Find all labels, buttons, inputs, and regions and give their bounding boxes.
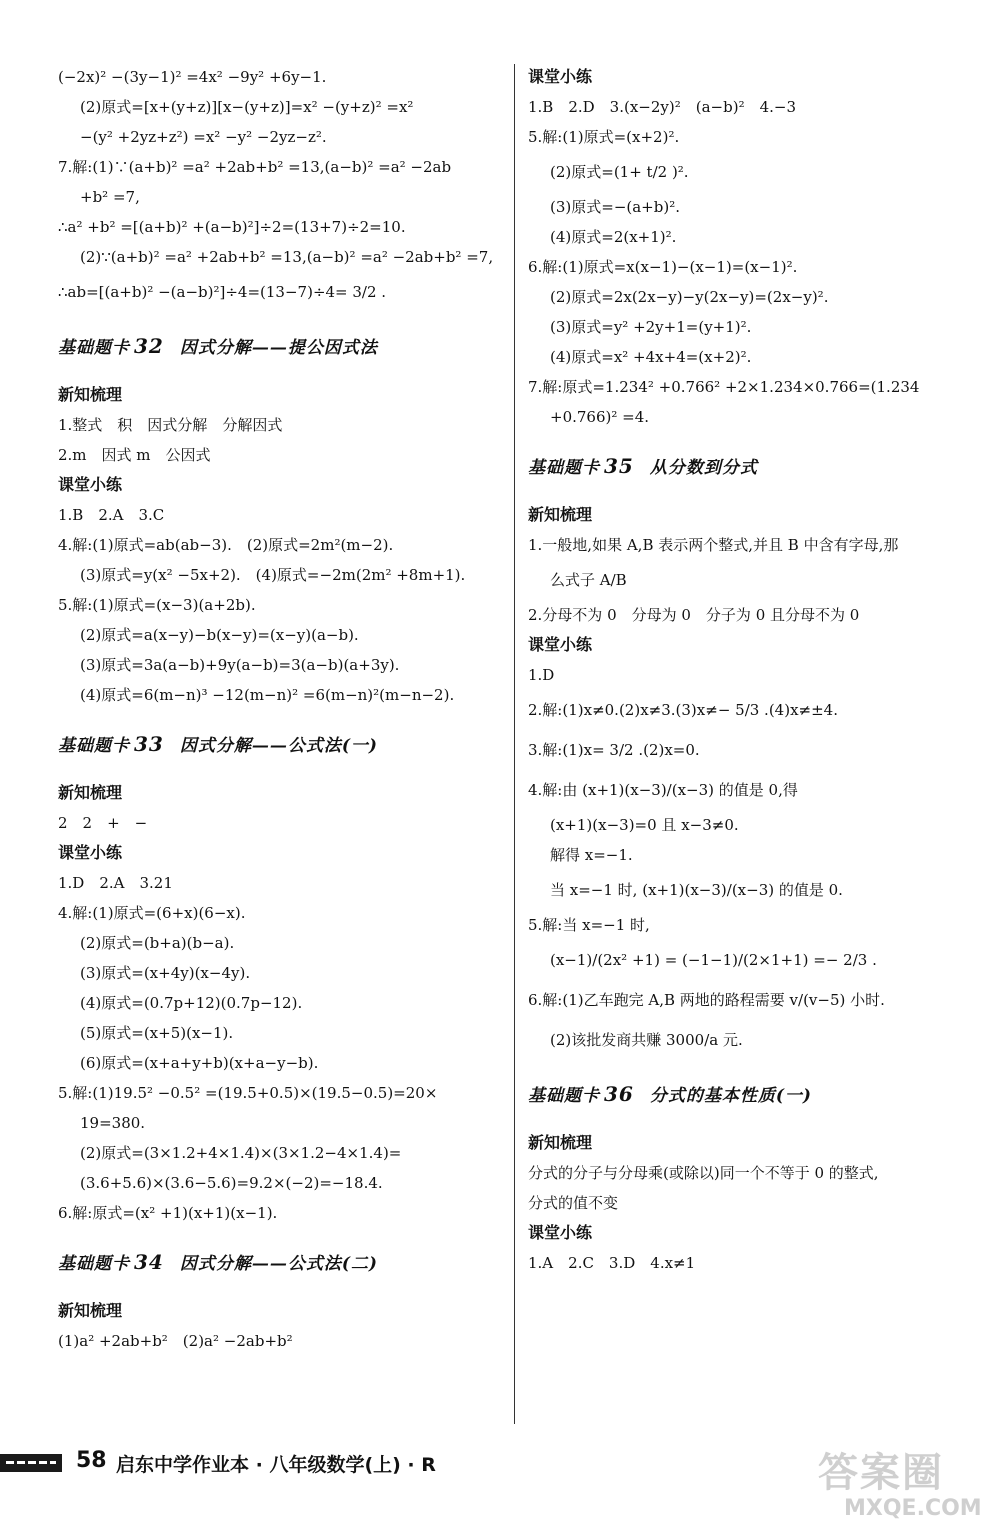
card-prefix: 基础题卡 <box>58 736 130 756</box>
answer-line: (x+1)(x−3)=0 且 x−3≠0. <box>550 816 739 834</box>
card-prefix: 基础题卡 <box>528 458 600 478</box>
section-heading: 新知梳理 <box>58 1301 123 1320</box>
answer-line: 1.一般地,如果 A,B 表示两个整式,并且 B 中含有字母,那 <box>528 536 899 554</box>
answer-line: +b² =7, <box>80 188 140 206</box>
watermark-logo <box>818 1450 982 1530</box>
answer-line: 5.解:(1)原式=(x+2)². <box>528 128 680 146</box>
answer-line: 1.整式 积 因式分解 分解因式 <box>58 416 283 434</box>
right-column <box>528 62 973 1278</box>
section-heading: 新知梳理 <box>58 783 123 802</box>
card-topic: 因式分解——公式法(一) <box>179 736 378 756</box>
answer-line: (1)a² +2ab+b² (2)a² −2ab+b² <box>58 1332 293 1350</box>
answer-line: 7.解:原式=1.234² +0.766² +2×1.234×0.766=(1.234 <box>528 378 920 396</box>
card-number: 35 <box>604 454 634 478</box>
page-number: 58 <box>76 1448 107 1473</box>
answer-line: (6)原式=(x+a+y+b)(x+a−y−b). <box>80 1054 319 1072</box>
footer-decoration <box>0 1454 62 1472</box>
answer-line: 5.解:(1)原式=(x−3)(a+2b). <box>58 596 256 614</box>
answer-line: 5.解:(1)19.5² −0.5² =(19.5+0.5)×(19.5−0.5)=20× <box>58 1084 438 1102</box>
answer-line: −(y² +2yz+z²) =x² −y² −2yz−z². <box>80 128 327 146</box>
answer-line: (x−1)/(2x² +1) = (−1−1)/(2×1+1) =− 2/3 . <box>550 951 877 969</box>
answer-line: 4.解:由 (x+1)(x−3)/(x−3) 的值是 0,得 <box>528 781 798 799</box>
answer-line: (2)原式=(b+a)(b−a). <box>80 934 235 952</box>
answer-line: (3.6+5.6)×(3.6−5.6)=9.2×(−2)=−18.4. <box>80 1174 383 1192</box>
book-title: 启东中学作业本 · 八年级数学(上) · R <box>116 1454 436 1476</box>
answer-line: 1.D <box>528 666 555 684</box>
answer-line: (2)原式=[x+(y+z)][x−(y+z)]=x² −(y+z)² =x² <box>80 98 414 116</box>
card-prefix: 基础题卡 <box>528 1086 600 1106</box>
section-heading: 新知梳理 <box>528 1133 593 1152</box>
answer-line: 3.解:(1)x= 3/2 .(2)x=0. <box>528 741 700 759</box>
answer-line: (4)原式=6(m−n)³ −12(m−n)² =6(m−n)²(m−n−2). <box>80 686 455 704</box>
answer-line: (4)原式=x² +4x+4=(x+2)². <box>550 348 752 366</box>
card-number: 32 <box>134 334 164 358</box>
section-heading: 课堂小练 <box>58 843 123 862</box>
answer-line: 2.m 因式 m 公因式 <box>58 446 211 464</box>
answer-line: (5)原式=(x+5)(x−1). <box>80 1024 234 1042</box>
card-36-title <box>528 1074 973 1114</box>
card-number: 34 <box>134 1250 164 1274</box>
card-topic: 因式分解——公式法(二) <box>179 1254 378 1274</box>
answer-line: 5.解:当 x=−1 时, <box>528 916 650 934</box>
card-33-title <box>58 724 498 764</box>
section-heading: 课堂小练 <box>528 67 593 86</box>
answer-line: 分式的值不变 <box>528 1194 619 1212</box>
answer-line: 6.解:(1)原式=x(x−1)−(x−1)=(x−1)². <box>528 258 798 276</box>
answer-line: 6.解:原式=(x² +1)(x+1)(x−1). <box>58 1204 278 1222</box>
watermark-text: 答案圈 <box>818 1450 944 1496</box>
answer-line: (3)原式=3a(a−b)+9y(a−b)=3(a−b)(a+3y). <box>80 656 400 674</box>
answer-line: (2)∵(a+b)² =a² +2ab+b² =13,(a−b)² =a² −2ab+b² =7, <box>80 248 494 266</box>
column-divider <box>514 64 515 1424</box>
answer-line: 2.分母不为 0 分母为 0 分子为 0 且分母不为 0 <box>528 606 860 624</box>
section-heading: 新知梳理 <box>58 385 123 404</box>
answer-line: (2)原式=(1+ t/2 )². <box>550 163 689 181</box>
card-34-title <box>58 1242 498 1282</box>
card-topic: 分式的基本性质(一) <box>649 1086 812 1106</box>
card-32-title <box>58 326 498 366</box>
answer-line: 4.解:(1)原式=ab(ab−3). (2)原式=2m²(m−2). <box>58 536 394 554</box>
card-number: 33 <box>134 732 164 756</box>
answer-line: ∴a² +b² =[(a+b)² +(a−b)²]÷2=(13+7)÷2=10. <box>58 218 406 236</box>
answer-line: +0.766)² =4. <box>550 408 650 426</box>
answer-line: 么式子 A/B <box>550 571 627 589</box>
answer-line: 4.解:(1)原式=(6+x)(6−x). <box>58 904 246 922</box>
answer-line: (4)原式=(0.7p+12)(0.7p−12). <box>80 994 303 1012</box>
answer-line: 1.B 2.D 3.(x−2y)² (a−b)² 4.−3 <box>528 98 797 116</box>
left-column <box>58 62 498 1356</box>
answer-line: 7.解:(1)∵(a+b)² =a² +2ab+b² =13,(a−b)² =a² −2ab <box>58 158 452 176</box>
section-heading: 新知梳理 <box>528 505 593 524</box>
watermark-url: MXQE.COM <box>844 1496 982 1521</box>
answer-line: 6.解:(1)乙车跑完 A,B 两地的路程需要 v/(v−5) 小时. <box>528 991 885 1009</box>
answer-line: 分式的分子与分母乘(或除以)同一个不等于 0 的整式, <box>528 1164 879 1182</box>
answer-line: (3)原式=(x+4y)(x−4y). <box>80 964 251 982</box>
answer-line: 19=380. <box>80 1114 146 1132</box>
card-35-title <box>528 446 973 486</box>
answer-line: 1.B 2.A 3.C <box>58 506 165 524</box>
section-heading: 课堂小练 <box>528 635 593 654</box>
answer-line: (2)原式=2x(2x−y)−y(2x−y)=(2x−y)². <box>550 288 829 306</box>
answer-line: 1.D 2.A 3.21 <box>58 874 173 892</box>
section-heading: 课堂小练 <box>58 475 123 494</box>
answer-line: 2.解:(1)x≠0.(2)x≠3.(3)x≠− 5/3 .(4)x≠±4. <box>528 701 838 719</box>
section-heading: 课堂小练 <box>528 1223 593 1242</box>
answer-line: (−2x)² −(3y−1)² =4x² −9y² +6y−1. <box>58 68 327 86</box>
answer-line: (2)原式=(3×1.2+4×1.4)×(3×1.2−4×1.4)= <box>80 1144 402 1162</box>
answer-line: (2)该批发商共赚 3000/a 元. <box>550 1031 743 1049</box>
answer-line: ∴ab=[(a+b)² −(a−b)²]÷4=(13−7)÷4= 3/2 . <box>58 283 387 301</box>
card-number: 36 <box>604 1082 634 1106</box>
answer-line: 1.A 2.C 3.D 4.x≠1 <box>528 1254 696 1272</box>
card-topic: 因式分解——提公因式法 <box>179 338 378 358</box>
answer-line: (3)原式=y² +2y+1=(y+1)². <box>550 318 752 336</box>
answer-line: (4)原式=2(x+1)². <box>550 228 677 246</box>
answer-line: (3)原式=y(x² −5x+2). (4)原式=−2m(2m² +8m+1). <box>80 566 466 584</box>
card-prefix: 基础题卡 <box>58 1254 130 1274</box>
answer-line: (2)原式=a(x−y)−b(x−y)=(x−y)(a−b). <box>80 626 359 644</box>
answer-line: 2 2 + − <box>58 814 148 832</box>
card-prefix: 基础题卡 <box>58 338 130 358</box>
answer-line: (3)原式=−(a+b)². <box>550 198 680 216</box>
answer-line: 当 x=−1 时, (x+1)(x−3)/(x−3) 的值是 0. <box>550 881 843 899</box>
card-topic: 从分数到分式 <box>649 458 758 478</box>
answer-line: 解得 x=−1. <box>550 846 633 864</box>
